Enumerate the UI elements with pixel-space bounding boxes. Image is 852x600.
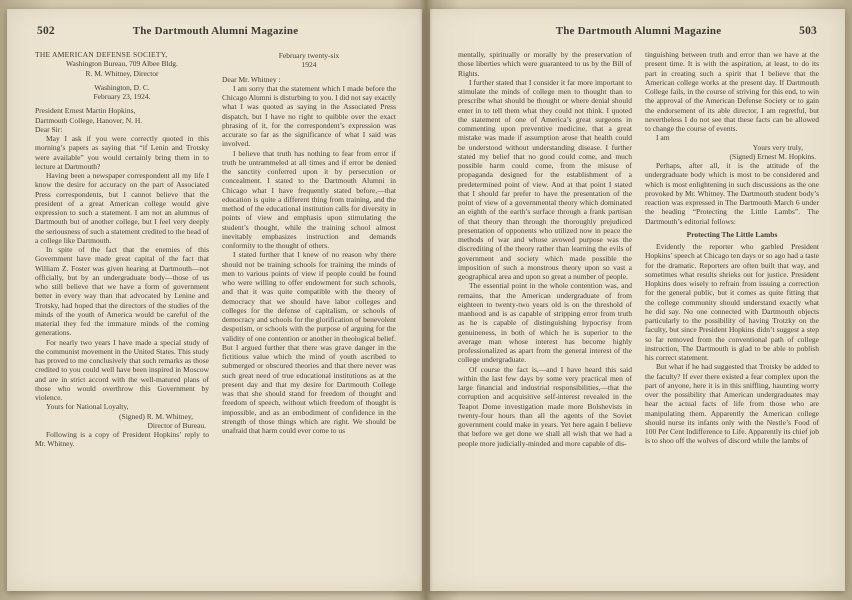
paragraph: Of course the fact is,—and I have heard this said within the last few days by some very practical men of large financial and industrial responsibilities,—that the corruption and acquisitive self-interest revealed in the Teapot Dome investigation made more Bolshevists in twenty-four hours than all the agents of the Soviet government could make in years. Yet here again I believe that before we get done we shall all wish that we had a people more judicially-minded and more capable of dis- — [458, 364, 632, 448]
text-line: THE AMERICAN DEFENSE SOCIETY, — [35, 50, 168, 59]
text-line: Dartmouth College, Hanover, N. H. — [35, 115, 143, 125]
paragraph: I stated further that I knew of no reason why there should not be training schools for training the minds of men to various points of view if people could be found who were willing to offer endowment for such schools, and that it was quite compatible with the theory of democracy that we should have labor colleges and colleges for the defense of capitalism, or schools of democracy and schools for the glorification of benevolent despotism, or schools with the purpose of arguing for the validity of one contention or another in theological belief. But I argued further that there was grave danger in the fictitious value which the mind of youth ascribed to submerged or obscured theories and that there never was such great need of true educational institutions as at the present day and that my desire for Dartmouth College was that she should stand for freedom of thought and freedom of speech, without which freedom of thought is impossible, and as an embodiment of confidence in the strength of those things which are right. We should be unafraid that harm could ever come to us — [222, 250, 396, 435]
text-column — [458, 50, 632, 579]
paragraph: mentally, spiritually or morally by the preservation of those liberties which were guaranteed to us by the Bill of Rights. — [458, 50, 632, 78]
text-line: Director of Bureau. — [147, 420, 206, 430]
text-column — [222, 50, 396, 579]
page-header — [35, 25, 396, 41]
paragraph: But what if he had suggested that Trotsky be added to the faculty? If ever there existed a fear complex upon the part of anyone, here it is in this sniffling, haunting worry over the possibility that American undergraduates may hear the actual facts of life from those who are manipulating them. Apparently the American college should nurse its infants only with the Nestle’s Food of 100 Per Cent Indifference to Life. Apparently its chief job is to shoo off the wolves of discord while the lambs of — [645, 362, 819, 446]
paragraph: Evidently the reporter who garbled President Hopkins’ speech at Chicago ten days or so ago had a taste for the dramatic. Reporters are often built that way, and sometimes what results shrieks out for justice. President Hopkins does wisely to refrain from issuing a correction for the general public, but it comes as quite fitting that the college community should understand exactly what he did say. No one connected with Dartmouth objects particularly to the possibility of having Trotzky on the faculty, but since President Hopkins didn’t suggest a step so far removed from the conventional path of college instruction, The Dartmouth is glad to be able to publish his correct statement. — [645, 242, 819, 362]
page-number: 503 — [799, 25, 817, 37]
paragraph: Perhaps, after all, it is the attitude of the undergraduate body which is most to be considered and which is most enlightening in such discussions as the one provoked by Mr. Whitney. The Dartmouth student body’s reaction was expressed in The Dartmouth March 6 under the heading “Protecting the Little Lambs”. The Dartmouth’s editorial follows: — [645, 161, 819, 226]
paragraph: I further stated that I consider it far more important to stimulate the minds of college men to thought than to prescribe what should be thought or where denial should enter in to tell them what they could not think. I quoted the statement of one of America’s great surgeons in commenting upon preventive medicine, that a great mistake was made if assumption arose that health could be understood without understanding disease. I further stated my belief that no good could come, and much possible harm could come, from the misuse of propaganda designed for the establishment of a predetermined point of view. And at that point I stated that I should far prefer to have the presentation of the point of view of a governmental theory which dominated an eighth of the earth’s surface through a frank partisan of that theory than through the thoroughly prejudiced presentation of opponents who utilized now in peace the methods of war and whose avowed purpose was the discrediting of the theory rather than learning the evils of government and society which made possible the imposition of such a monstrous theory upon so vast a geographical area and upon so great a number of people. — [458, 77, 632, 281]
page-body — [458, 50, 819, 579]
editorial-heading: Protecting The Little Lambs — [686, 229, 778, 239]
page-body — [35, 50, 396, 579]
page-number: 502 — [37, 25, 55, 37]
text-line: Yours for National Loyalty, — [46, 402, 129, 412]
magazine-title: The Dartmouth Alumni Magazine — [132, 25, 299, 37]
page-header — [458, 25, 819, 41]
right-page — [430, 9, 845, 591]
text-line: February twenty-six — [278, 51, 340, 60]
paragraph: tinguishing between truth and error than we have at the present time. It is with the aspiration, at least, to do its part in creating such a spirit that I believe that the American college works at the present day. If Dartmouth College fails, in the course of striving for this end, to win the approval of the American Defense Society or to gain the endorsement of its able director, I am regretful, but nevertheless I do not see that these facts can be allowed to change the course of events. — [645, 50, 819, 133]
paragraph: Having been a newspaper correspondent all my life I know the desire for accuracy on the part of Associated Press correspondents, but I cannot believe that the president of a great American college would give expression to such a statement. I am not an alumnus of Dartmouth but of another college, but I feel very deeply the seriousness of such a statement credited to the head of a college like Dartmouth. — [35, 171, 209, 245]
text-line: (Signed) Ernest M. Hopkins. — [729, 151, 816, 161]
text-column — [35, 50, 209, 579]
left-page — [7, 9, 422, 591]
paragraph: I am sorry that the statement which I made before the Chicago Alumni is disturbing to you. I did not say exactly what I was quoted as saying in the Associated Press dispatch, but I have no right to quibble over the exact phrasing of it, for the correspondent’s expression was accurate so far as the significance of what I said was involved. — [222, 83, 396, 149]
text-line: Washington Bureau, 709 Albee Bldg. — [66, 59, 178, 69]
text-line: President Ernest Martin Hopkins, — [35, 106, 136, 116]
text-line: R. M. Whitney, Director — [85, 68, 159, 78]
paragraph: In spite of the fact that the enemies of this Government have made great capital of the fact that William Z. Foster was given hearing at Dartmouth—not officially, but by an undergraduate body—those of us who still believe that we have a form of government better in every way than that advocated by Lenine and Trotsky, had hoped that the directors of the studies of the minds of the youth of America would be careful of the material they fed the immature minds of the coming generations. — [35, 245, 209, 338]
text-line: Yours very truly, — [752, 142, 803, 152]
paragraph: May I ask if you were correctly quoted in this morning’s papers as saying that “if Lenin and Trotsky were available” you would certainly bring them in to lecture at Dartmouth? — [35, 134, 209, 171]
text-line: Washington, D. C. — [94, 82, 150, 92]
text-line: 1924 — [301, 60, 317, 70]
text-line: (Signed) R. M. Whitney, — [119, 411, 193, 421]
paragraph: For nearly two years I have made a special study of the communist movement in the United States. This study has proved to me conclusively that such remarks as those credited to you could well have been inspired in Moscow and are in strict accord with the well-matured plans of those who would overthrow this Government by violence. — [35, 337, 209, 402]
text-line: Dear Sir: — [35, 124, 63, 134]
paragraph: The essential point in the whole contention was, and remains, that the American undergraduate of from eighteen to twenty-two years old is on the threshold of manhood and is as capable of stripping error from truth as he is capable of distinguishing hypocrisy from genuineness, in both of which he is superior to the average man whose interest has become highly professionalized as apart from the general interest of the college undergraduate. — [458, 281, 632, 365]
paragraph: I believe that truth has nothing to fear from error if truth be untrammeled at all times and if error be denied the sanctity conferred upon it by persecution or concealment. I stated to the Dartmouth Alumni in Chicago what I have frequently stated before,—that education is quite a different thing from training, and the method of the educational institution calls for diversity in points of view and emphasis upon stimulating the student’s thought, while the training school almost inevitably emphasizes instruction and demands conformity to the thought of others. — [222, 148, 396, 250]
paragraph: Following is a copy of President Hopkins’ reply to Mr. Whitney. — [35, 430, 209, 449]
text-line: Dear Mr. Whitney : — [222, 74, 281, 84]
text-line: February 23, 1924. — [93, 92, 151, 101]
text-line: I am — [656, 133, 670, 143]
magazine-title: The Dartmouth Alumni Magazine — [555, 25, 722, 37]
text-column — [645, 50, 819, 579]
